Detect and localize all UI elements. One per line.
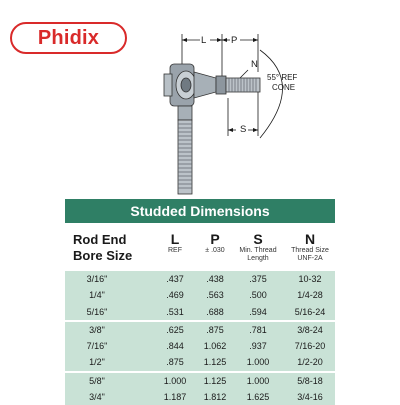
cell-s: .594 bbox=[249, 306, 267, 317]
cell-bore: 1/4" bbox=[89, 290, 105, 301]
cell-p: 1.125 bbox=[203, 375, 227, 386]
cell-l: .531 bbox=[166, 306, 184, 317]
col-l-key: L bbox=[170, 231, 180, 247]
dim-label-n: N bbox=[251, 59, 258, 70]
cell-s: 1.000 bbox=[246, 375, 270, 386]
cell-s: .375 bbox=[249, 274, 267, 284]
cell-bore: 1/2" bbox=[89, 357, 105, 368]
table-row bbox=[65, 304, 335, 320]
col-p-sub: ± .030 bbox=[205, 247, 225, 254]
cell-l: 1.187 bbox=[163, 392, 187, 403]
cell-bore: 3/8" bbox=[89, 324, 105, 335]
col-header-p bbox=[195, 231, 235, 255]
cell-p: .875 bbox=[206, 324, 224, 335]
col-header-s bbox=[233, 231, 283, 263]
cell-p: .438 bbox=[206, 274, 224, 284]
cell-n: 1/2-20 bbox=[297, 357, 323, 368]
col-n-sub1: Thread Size bbox=[291, 247, 329, 254]
cell-n: 5/8-18 bbox=[297, 375, 323, 386]
logo-text: Phidix bbox=[37, 26, 100, 49]
cell-p: 1.062 bbox=[203, 341, 227, 352]
col-p-key: P bbox=[210, 231, 220, 247]
cell-l: .469 bbox=[166, 290, 184, 301]
table-row bbox=[65, 373, 335, 389]
col-header-n bbox=[285, 231, 335, 263]
rod-end-drawing bbox=[140, 28, 320, 198]
col-n-sub2: UNF-2A bbox=[297, 255, 323, 262]
cell-l: .625 bbox=[166, 324, 184, 335]
phidix-logo bbox=[10, 22, 127, 54]
dim-label-p: P bbox=[231, 35, 238, 46]
cell-l: .437 bbox=[166, 274, 184, 284]
col-n-key: N bbox=[304, 231, 316, 247]
table-row bbox=[65, 271, 335, 287]
cell-n: 5/16-24 bbox=[294, 306, 326, 317]
table-header bbox=[65, 223, 335, 271]
cell-p: 1.812 bbox=[203, 392, 227, 403]
cell-n: 10-32 bbox=[298, 274, 322, 284]
cell-n: 1/4-28 bbox=[297, 290, 323, 301]
table-row bbox=[65, 338, 335, 354]
table-row bbox=[65, 287, 335, 303]
cell-s: 1.000 bbox=[246, 357, 270, 368]
table-row bbox=[65, 389, 335, 405]
table-group-1 bbox=[65, 271, 335, 320]
cell-n: 3/8-24 bbox=[297, 324, 323, 335]
cell-bore: 5/16" bbox=[86, 306, 108, 317]
cell-bore: 3/16" bbox=[86, 274, 108, 284]
cell-s: .937 bbox=[249, 341, 267, 352]
cell-p: .563 bbox=[206, 290, 224, 301]
cell-s: .781 bbox=[249, 324, 267, 335]
cell-l: .875 bbox=[166, 357, 184, 368]
rod-end-header bbox=[73, 232, 132, 264]
col-header-l bbox=[155, 231, 195, 255]
table-title bbox=[65, 199, 335, 223]
cell-bore: 7/16" bbox=[86, 341, 108, 352]
cell-p: 1.125 bbox=[203, 357, 227, 368]
table-row bbox=[65, 322, 335, 338]
cell-l: .844 bbox=[166, 341, 184, 352]
cell-l: 1.000 bbox=[163, 375, 187, 386]
rod-end-header-line2: Bore Size bbox=[73, 248, 133, 263]
table-title-text: Studded Dimensions bbox=[130, 203, 270, 219]
cell-bore: 3/4" bbox=[89, 392, 105, 403]
col-s-sub2: Length bbox=[247, 255, 269, 262]
dim-label-s: S bbox=[240, 124, 247, 135]
cell-bore: 5/8" bbox=[89, 375, 105, 386]
cell-s: .500 bbox=[249, 290, 267, 301]
cell-n: 3/4-16 bbox=[297, 392, 323, 403]
table-group-2 bbox=[65, 320, 335, 371]
cone-label: CONE bbox=[272, 83, 296, 92]
col-s-key: S bbox=[253, 231, 263, 247]
cone-angle-note: 55° REF bbox=[267, 73, 298, 82]
cell-n: 7/16-20 bbox=[294, 341, 326, 352]
rod-end-header-line1: Rod End bbox=[73, 232, 127, 247]
col-s-sub1: Min. Thread bbox=[239, 247, 277, 254]
cell-p: .688 bbox=[206, 306, 224, 317]
table-row bbox=[65, 354, 335, 370]
dim-label-l: L bbox=[201, 35, 207, 46]
cell-s: 1.625 bbox=[246, 392, 270, 403]
studded-dimensions-table bbox=[65, 199, 335, 405]
col-l-sub: REF bbox=[168, 247, 182, 254]
